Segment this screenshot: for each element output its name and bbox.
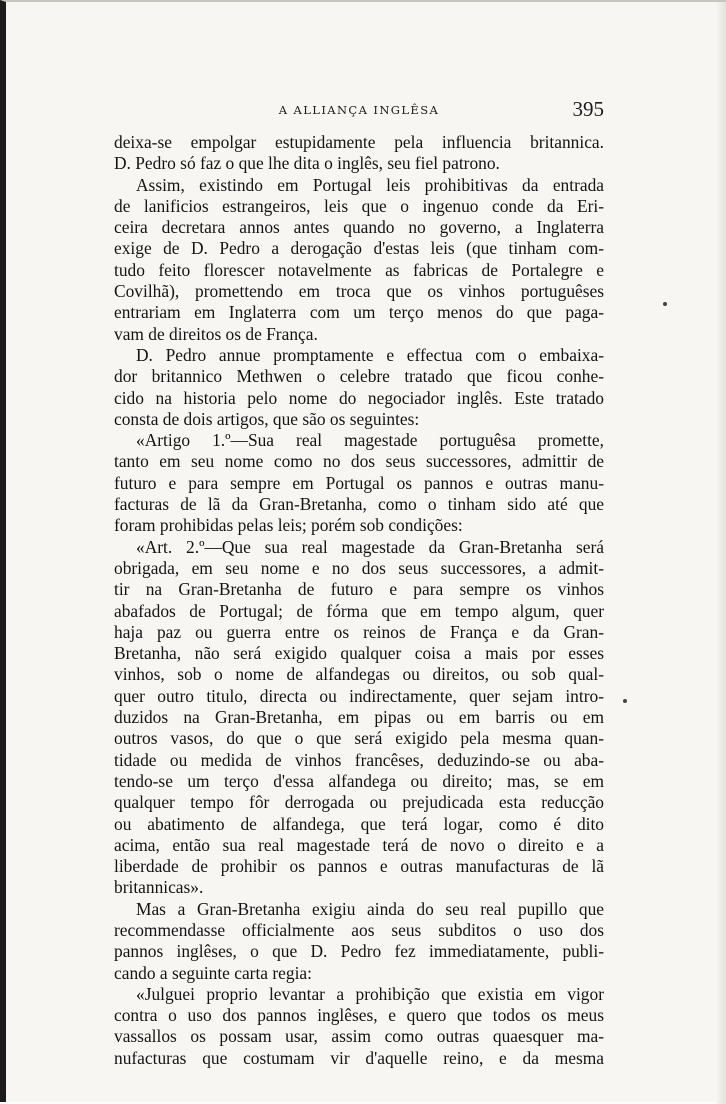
text-line: Covilhã), promettendo em troca que os vinhos portuguêses xyxy=(114,281,604,302)
text-line: liberdade de prohibir os pannos e outras manufacturas de lã xyxy=(114,856,604,877)
text-line: recommendasse officialmente aos seus subditos o uso dos xyxy=(114,919,604,940)
text-line: entrariam em Inglaterra com um terço menos do que paga- xyxy=(114,302,604,323)
text-line: ou abatimento de alfandega, que terá logar, como é dito xyxy=(114,813,604,834)
text-line: facturas de lã da Gran-Bretanha, como o tinham sido até que xyxy=(114,494,604,515)
text-line: haja paz ou guerra entre os reinos de França e da Gran- xyxy=(114,621,604,642)
text-line: qualquer tempo fôr derrogada ou prejudicada esta reducção xyxy=(114,792,604,813)
text-line: tendo-se um terço d'essa alfandega ou direito; mas, se em xyxy=(114,770,604,791)
text-line: vinhos, sob o nome de alfandegas ou direitos, ou sob qual- xyxy=(114,664,604,685)
text-line: foram prohibidas pelas leis; porém sob condições: xyxy=(114,515,463,536)
margin-speck xyxy=(623,699,627,703)
text-line: cando a seguinte carta regia: xyxy=(114,962,312,983)
text-line: D. Pedro só faz o que lhe dita o inglês, seu fiel patrono. xyxy=(114,153,500,174)
text-line: pannos inglêses, o que D. Pedro fez immediatamente, publi- xyxy=(114,941,604,962)
text-line: outros vasos, do que o que será exigido pela mesma quan- xyxy=(114,728,604,749)
body-text xyxy=(114,132,604,1069)
text-line: «Artigo 1.º—Sua real magestade portuguêsa promette, xyxy=(136,430,604,451)
text-line: Mas a Gran-Bretanha exigiu ainda do seu real pupillo que xyxy=(136,898,604,919)
text-line: «Julguei proprio levantar a prohibição que existia em vigor xyxy=(136,983,604,1004)
text-line: quer outro titulo, directa ou indirectamente, quer sejam intro- xyxy=(114,685,604,706)
text-line: dor britannico Methwen o celebre tratado que ficou conhe- xyxy=(114,366,604,387)
text-line: deixa-se empolgar estupidamente pela influencia britannica. xyxy=(114,132,604,152)
text-line: cido na historia pelo nome do negociador inglês. Este tratado xyxy=(114,387,604,408)
margin-speck xyxy=(663,302,667,306)
text-line: obrigada, em seu nome e no dos seus successores, a admit- xyxy=(114,557,604,578)
text-line: nufacturas que costumam vir d'aquelle reino, e da mesma xyxy=(114,1047,604,1068)
text-line: vassallos os possam usar, assim como outras quaesquer ma- xyxy=(114,1026,604,1047)
text-line: de lanificios estrangeiros, leis que o ingenuo conde da Eri- xyxy=(114,195,604,216)
running-title: A ALLIANÇA INGLÊSA xyxy=(278,103,440,117)
text-line: contra o uso dos pannos inglêses, e quero que todos os meus xyxy=(114,1005,604,1026)
page-header xyxy=(114,97,604,121)
text-line: acima, então sua real magestade terá de novo o direito e a xyxy=(114,834,604,855)
text-line: abafados de Portugal; de fórma que em tempo algum, quer xyxy=(114,600,604,621)
text-line: tidade ou medida de vinhos francêses, deduzindo-se ou aba- xyxy=(114,749,604,770)
page-number: 395 xyxy=(572,97,604,121)
text-line: «Art. 2.º—Que sua real magestade da Gran-Bretanha será xyxy=(136,536,604,557)
text-line: ceira decretara annos antes quando no governo, a Inglaterra xyxy=(114,217,604,238)
text-line: D. Pedro annue promptamente e effectua com o embaixa- xyxy=(136,344,604,365)
text-line: britannicas». xyxy=(114,877,204,898)
text-line: futuro e para sempre em Portugal os pannos e outras manu- xyxy=(114,472,604,493)
text-line: exige de D. Pedro a derogação d'estas leis (que tinham com- xyxy=(114,238,604,259)
text-line: tudo feito florescer notavelmente as fabricas de Portalegre e xyxy=(114,259,604,280)
text-line: Assim, existindo em Portugal leis prohibitivas da entrada xyxy=(136,174,604,195)
text-line: duzidos na Gran-Bretanha, em pipas ou em barris ou em xyxy=(114,707,604,728)
text-line: tanto em seu nome como no dos seus successores, admittir de xyxy=(114,451,604,472)
page-edge xyxy=(716,2,726,1104)
text-line: Bretanha, não será exigido qualquer coisa a mais por esses xyxy=(114,643,604,664)
text-line: vam de direitos os de França. xyxy=(114,323,318,344)
text-line: tir na Gran-Bretanha de futuro e para sempre os vinhos xyxy=(114,579,604,600)
text-line: consta de dois artigos, que são os seguintes: xyxy=(114,408,420,429)
